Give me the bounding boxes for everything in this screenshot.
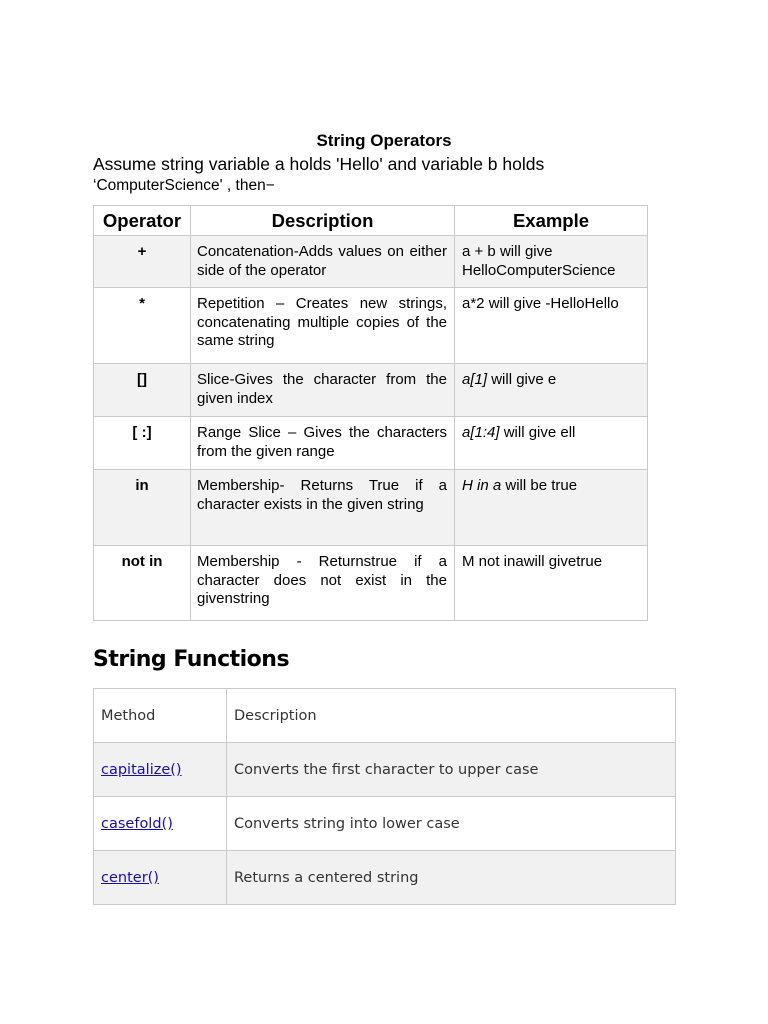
column-header-operator: Operator (94, 206, 191, 236)
description-cell: Converts the first character to upper case (227, 743, 676, 797)
section-heading-string-functions: String Functions (93, 647, 290, 672)
description-cell: Returns a centered string (227, 851, 676, 905)
intro-line-1: Assume string variable a holds 'Hello' and variable b holds (93, 154, 545, 174)
method-cell (94, 743, 227, 797)
method-link-center[interactable]: center() (101, 869, 159, 886)
table-row (94, 288, 648, 364)
example-expression: a[1:4] (462, 424, 500, 441)
table-row (94, 417, 648, 470)
operator-cell: [] (94, 364, 191, 417)
example-cell: a + b will give HelloComputerScience (455, 236, 648, 288)
operator-cell: not in (94, 546, 191, 621)
operator-cell: + (94, 236, 191, 288)
example-result: will give ell (499, 424, 576, 441)
operator-cell: in (94, 470, 191, 546)
example-cell: M not inawill givetrue (455, 546, 648, 621)
operator-cell: [ :] (94, 417, 191, 470)
example-expression: a[1] (462, 371, 488, 388)
page-title: String Operators (316, 131, 452, 150)
description-cell: Concatenation-Adds values on either side of the operator (191, 236, 455, 288)
description-cell: Range Slice – Gives the characters from the given range (191, 417, 455, 470)
description-cell: Converts string into lower case (227, 797, 676, 851)
table-header-row (94, 689, 676, 743)
column-header-description: Description (191, 206, 455, 236)
description-cell: Repetition – Creates new strings, concatenating multiple copies of the same string (191, 288, 455, 364)
method-link-casefold[interactable]: casefold() (101, 815, 173, 832)
column-header-description: Description (227, 689, 676, 743)
example-result: will give e (487, 371, 557, 388)
table-row (94, 797, 676, 851)
column-header-example: Example (455, 206, 648, 236)
description-cell: Membership - Returnstrue if a character does not exist in the givenstring (191, 546, 455, 621)
example-cell (455, 417, 648, 470)
table-row (94, 546, 648, 621)
table-row (94, 743, 676, 797)
method-link-capitalize[interactable]: capitalize() (101, 761, 182, 778)
example-cell (455, 470, 648, 546)
intro-line-2: ‘ComputerScience' , then− (93, 177, 275, 194)
table-row (94, 236, 648, 288)
table-row (94, 470, 648, 546)
example-cell (455, 364, 648, 417)
operator-cell: * (94, 288, 191, 364)
table-row (94, 851, 676, 905)
example-cell: a*2 will give -HelloHello (455, 288, 648, 364)
table-row (94, 364, 648, 417)
example-result: will be true (501, 477, 578, 494)
description-cell: Membership- Returns True if a character exists in the given string (191, 470, 455, 546)
description-cell: Slice-Gives the character from the given index (191, 364, 455, 417)
operators-table (93, 205, 648, 621)
table-header-row (94, 206, 648, 236)
example-expression: H in a (462, 477, 502, 494)
functions-table (93, 688, 676, 905)
method-cell (94, 851, 227, 905)
method-cell (94, 797, 227, 851)
column-header-method: Method (94, 689, 227, 743)
